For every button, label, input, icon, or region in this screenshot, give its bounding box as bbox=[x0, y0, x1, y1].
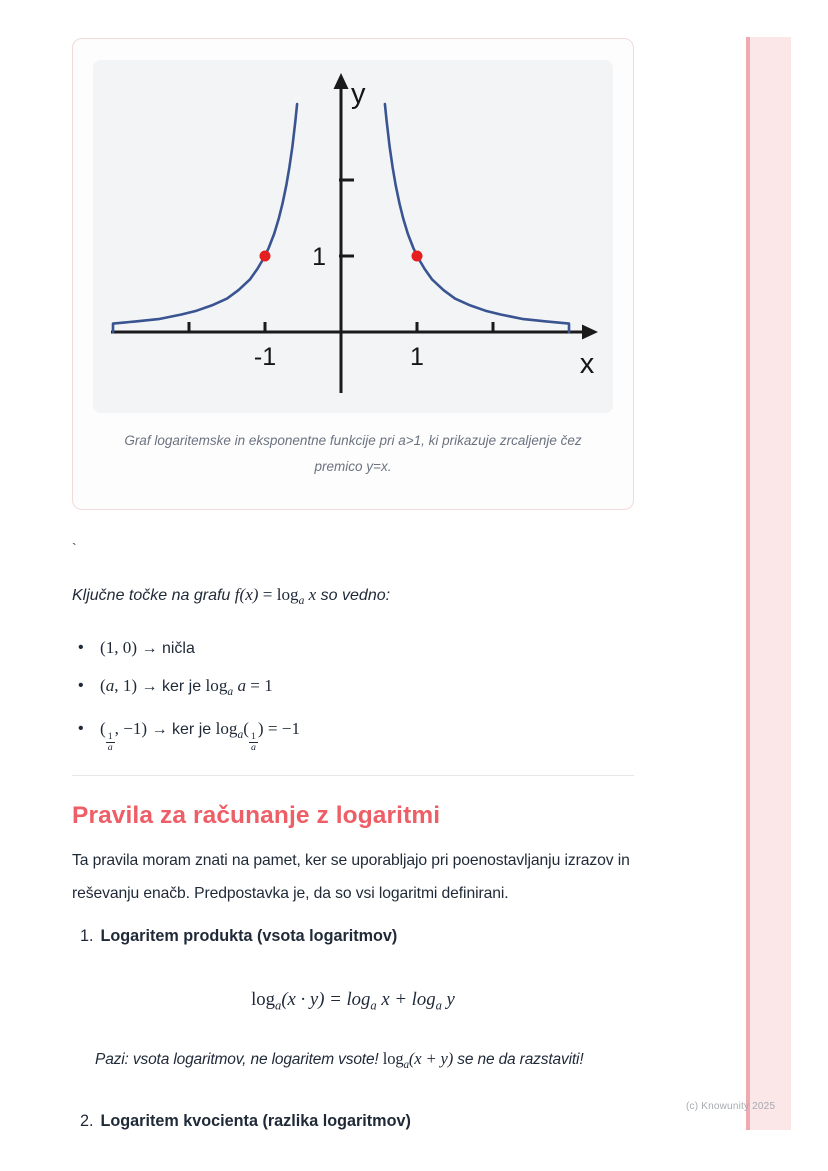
math-paren: ( bbox=[243, 719, 249, 739]
item-text: → ničla bbox=[137, 640, 195, 658]
math-expr: (x + y) bbox=[408, 1049, 454, 1069]
warning-text: se ne da razstaviti! bbox=[453, 1051, 584, 1069]
figure-card bbox=[72, 38, 634, 510]
axes bbox=[111, 73, 598, 393]
y-axis-arrow-icon bbox=[334, 73, 349, 89]
log-function-graph bbox=[93, 60, 613, 413]
fraction-numerator: 1 bbox=[250, 730, 256, 742]
copyright-watermark: (c) Knowunity 2025 bbox=[686, 1101, 776, 1112]
math-log: log bbox=[382, 1049, 404, 1069]
list-item bbox=[72, 718, 634, 754]
list-item-text bbox=[100, 675, 273, 703]
bullet-icon: • bbox=[78, 677, 84, 695]
math-expr: y bbox=[441, 988, 455, 1010]
item-title: Logaritem produkta (vsota logaritmov) bbox=[100, 926, 398, 945]
item-text: → ker je bbox=[137, 678, 206, 696]
stray-backtick: ` bbox=[72, 540, 77, 556]
math-fraction bbox=[106, 732, 115, 754]
math-paren: ( bbox=[100, 676, 106, 696]
product-rule-formula bbox=[72, 987, 634, 1018]
math-paren: , −1) bbox=[114, 719, 148, 739]
fraction-numerator: 1 bbox=[107, 730, 113, 742]
fraction-denominator: a bbox=[250, 742, 256, 754]
numbered-item-2 bbox=[72, 1111, 634, 1132]
math-fx: f(x) bbox=[234, 585, 259, 604]
math-a: a bbox=[105, 676, 115, 696]
math-sub-a: a bbox=[435, 998, 442, 1013]
page-edge-stripe bbox=[746, 37, 791, 1130]
fraction-denominator: a bbox=[107, 742, 113, 754]
math-sub-a: a bbox=[403, 1059, 409, 1072]
item-text: → ker je bbox=[147, 721, 216, 739]
math-x: x bbox=[304, 585, 317, 604]
section-heading: Pravila za računanje z logaritmi bbox=[72, 801, 441, 829]
x-axis-arrow-icon bbox=[582, 325, 598, 340]
svg-text:y: y bbox=[351, 78, 366, 110]
warning-text: Pazi: vsota logaritmov, ne logaritem vsote! bbox=[95, 1051, 383, 1069]
math-fraction bbox=[249, 732, 258, 754]
intro-text-post: so vedno: bbox=[316, 587, 391, 604]
math-sub-a: a bbox=[370, 998, 377, 1013]
math-eq: = 1 bbox=[246, 676, 273, 696]
math-log: log bbox=[205, 676, 228, 696]
svg-text:-1: -1 bbox=[253, 343, 277, 371]
math-log: log bbox=[215, 719, 238, 739]
bullet-icon: • bbox=[78, 720, 84, 738]
numbered-item-1 bbox=[72, 926, 634, 947]
list-item bbox=[72, 637, 634, 660]
svg-text:1: 1 bbox=[410, 343, 424, 371]
math-paren: , 1) bbox=[114, 676, 138, 696]
warning-note bbox=[72, 1047, 634, 1077]
list-item-text bbox=[100, 637, 195, 660]
key-points-list bbox=[72, 637, 634, 754]
svg-text:x: x bbox=[579, 348, 595, 380]
graph-curves bbox=[113, 78, 595, 380]
section-divider bbox=[72, 775, 634, 776]
intro-text: Ključne točke na grafu bbox=[72, 587, 235, 604]
math-sub-a: a bbox=[237, 729, 244, 742]
document-content bbox=[72, 38, 634, 1132]
item-title: Logaritem kvocienta (razlika logaritmov) bbox=[100, 1112, 411, 1131]
math-point: (1, 0) bbox=[100, 638, 138, 658]
item-number: 1. bbox=[80, 926, 94, 945]
bullet-icon: • bbox=[78, 639, 84, 657]
math-expr: x + log bbox=[376, 988, 436, 1010]
graph-panel bbox=[93, 60, 613, 413]
list-item bbox=[72, 675, 634, 703]
section-intro-paragraph: Ta pravila moram znati na pamet, ker se uporabljajo pri poenostavljanju izrazov in reševanju enačb. Predpostavka je, da so vsi logaritmi definirani. bbox=[72, 851, 630, 902]
math-eq-log: = log bbox=[258, 585, 299, 604]
math-log: log bbox=[251, 988, 276, 1010]
key-points-intro bbox=[72, 585, 634, 611]
list-item-text bbox=[100, 718, 300, 754]
math-eq: ) = −1 bbox=[257, 719, 300, 739]
math-sub-a: a bbox=[227, 686, 234, 699]
math-a: a bbox=[233, 676, 247, 696]
figure-caption: Graf logaritemske in eksponentne funkcije pri a>1, ki prikazuje zrcaljenje čez premico y=x. bbox=[124, 433, 582, 474]
math-sub-a: a bbox=[298, 595, 305, 608]
item-number: 2. bbox=[80, 1112, 94, 1131]
math-sub-a: a bbox=[275, 998, 282, 1013]
svg-text:1: 1 bbox=[312, 243, 326, 271]
math-paren: ( bbox=[100, 719, 106, 739]
math-expr: (x · y) = log bbox=[281, 988, 371, 1010]
